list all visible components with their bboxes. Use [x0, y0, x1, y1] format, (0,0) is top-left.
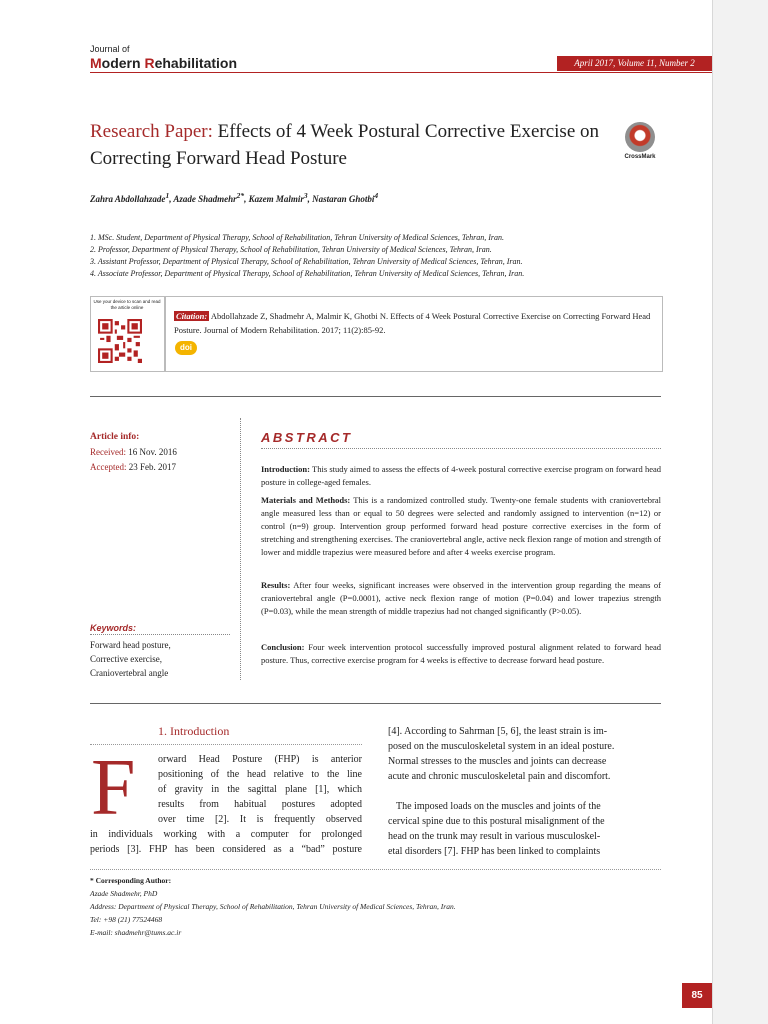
section-rule [90, 396, 661, 397]
qr-code[interactable] [98, 319, 142, 363]
intro-right-p2 [388, 799, 660, 859]
abstract-methods [261, 494, 661, 559]
intro-line: posed on the musculoskeletal system in an ideal posture. [388, 741, 615, 752]
article-info-title: Article info: [90, 432, 140, 442]
affiliation-line: 2. Professor, Department of Physical Therapy, School of Rehabilitation, Tehran University of Medical Sciences, Tehran, Iran. [90, 245, 492, 254]
abstract-section-label: Results: [261, 580, 291, 590]
introduction-heading: 1. Introduction [158, 724, 230, 738]
crossmark-badge[interactable] [620, 122, 660, 160]
abstract-section-label: Materials and Methods: [261, 495, 351, 505]
qr-caption: Use your device to scan and read the article online [93, 299, 161, 310]
paper-type-label: Research Paper: [90, 121, 213, 142]
intro-line: acute and chronic musculoskeletal pain and discomfort. [388, 771, 611, 782]
abstract-title: ABSTRACT [261, 430, 353, 445]
author-name: Nastaran Ghotbi [312, 194, 375, 204]
keyword-list [90, 638, 171, 680]
keyword: Corrective exercise, [90, 654, 162, 664]
accepted-label: Accepted: [90, 462, 127, 472]
corresponding-name: Azade Shadmehr, PhD [90, 889, 158, 898]
issue-badge: April 2017, Volume 11, Number 2 [557, 56, 712, 71]
corresponding-tel: Tel: +98 (21) 77524468 [90, 915, 163, 924]
intro-line: in individuals working with a computer for prolonged [90, 829, 362, 840]
intro-right-p1 [388, 724, 660, 784]
author-sup: 4 [374, 191, 379, 200]
keyword: Craniovertebral angle [90, 668, 169, 678]
author-name: Kazem Malmir [248, 194, 304, 204]
dropcap: F [91, 744, 136, 832]
citation [174, 309, 654, 337]
intro-line: of gravity in the sagittal plane [1], which [158, 784, 362, 795]
received-line [90, 447, 177, 457]
section-rule [90, 703, 661, 704]
received-label: Received: [90, 447, 126, 457]
abstract-section-label: Introduction: [261, 464, 310, 474]
accepted-date: 23 Feb. 2017 [128, 462, 176, 472]
corresponding-author [90, 874, 456, 939]
accepted-line [90, 462, 176, 472]
page-number: 85 [682, 983, 712, 1008]
page-edge-line [712, 0, 713, 1024]
journal-name [90, 55, 237, 71]
column-divider [240, 418, 241, 680]
affiliations [90, 232, 524, 280]
intro-line: positioning of the head relative to the line [158, 769, 362, 780]
author-sup: 3 [303, 191, 308, 200]
citation-label: Citation: [176, 311, 208, 321]
intro-line: The imposed loads on the muscles and joints of the [396, 801, 601, 812]
intro-line: results from habitual postures adopted [158, 799, 362, 810]
corresponding-title: * Corresponding Author: [90, 876, 172, 885]
corresponding-address: Address: Department of Physical Therapy, School of Rehabilitation, Tehran University of Medical Sciences, Tehran, Iran. [90, 902, 456, 911]
intro-line: cervical spine due to this postural misalignment of the [388, 816, 605, 827]
abstract-rule [261, 448, 661, 449]
intro-line: orward Head Posture (FHP) is anterior [158, 754, 362, 765]
abstract-results [261, 579, 661, 618]
corresponding-email[interactable]: E-mail: shadmehr@tums.ac.ir [90, 928, 182, 937]
affiliation-line: 4. Associate Professor, Department of Physical Therapy, School of Rehabilitation, Tehran University of Medical Sciences, Tehran, Iran. [90, 269, 525, 278]
keyword: Forward head posture, [90, 640, 171, 650]
intro-line: periods [3]. FHP has been considered as a “bad” posture [90, 844, 362, 855]
crossmark-icon [625, 122, 655, 152]
journal-initial-m: M [90, 55, 102, 71]
keywords-title: Keywords: [90, 623, 137, 633]
intro-line: over time [2]. It is frequently observed [158, 814, 362, 825]
author-sup: 2* [236, 191, 245, 200]
paper-title [90, 118, 610, 172]
journal-word-ehabilitation: ehabilitation [154, 55, 238, 71]
abstract-section-label: Conclusion: [261, 642, 305, 652]
abstract-conclusion [261, 641, 661, 667]
affiliation-line: 1. MSc. Student, Department of Physical Therapy, School of Rehabilitation, Tehran University of Medical Sciences, Tehran, Iran. [90, 233, 505, 242]
crossmark-label: CrossMark [624, 154, 656, 160]
journal-small-title: Journal of [90, 44, 130, 54]
intro-left-indented [158, 752, 362, 827]
author-name: Zahra Abdollahzade [90, 194, 166, 204]
intro-line: head on the trunk may result in various musculoskel- [388, 831, 601, 842]
affiliation-line: 3. Assistant Professor, Department of Physical Therapy, School of Rehabilitation, Tehran University of Medical Sciences, Tehran, Iran. [90, 257, 523, 266]
abstract-section-text: After four weeks, significant increases were observed in the intervention group regarding the means of craniovertebral angle (P=0.0001), active neck flexion range of motion (P=0.04) and lower trapezius strength (P=0.03), while the mean strength of middle trapezius had not changed significantly (P>0.05). [261, 580, 662, 616]
intro-left-full [90, 827, 362, 857]
received-date: 16 Nov. 2016 [128, 447, 177, 457]
intro-line: etal disorders [7]. FHP has been linked to complaints [388, 846, 601, 857]
keywords-rule [90, 634, 230, 635]
abstract-section-text: Four week intervention protocol successfully improved postural alignment related to forward head posture. Thus, corrective exercise program for 4 weeks is effective to decrease forward head posture. [261, 642, 661, 665]
header-rule [90, 72, 712, 73]
abstract-introduction [261, 463, 661, 489]
footnote-rule [90, 869, 661, 870]
author-sup: 1 [165, 191, 170, 200]
intro-line: Normal stresses to the muscles and joints can decrease [388, 756, 607, 767]
author-list: Zahra Abdollahzade$^1$, Azade Shadmehr$^{2*}$, Kazem Malmir$^3$, Nastaran Ghotbi$^4$ [90, 191, 379, 204]
abstract-section-text: This is a randomized controlled study. Twenty-one female students with craniovertebral angle measured less than or equal to 50 degrees were selected and randomly assigned to intervention (n=12) or control (n=9) group. Intervention group performed forward head posture corrective exercises in the form of stretching and strengthening exercises. The craniovertebral angle, active neck flexion range of motion and strength of lower and middle trapezius were measured before and after 4 weeks exercise program. [261, 495, 661, 557]
doi-icon[interactable]: doi [175, 341, 197, 355]
page-edge-stripe [712, 0, 768, 1024]
paper-title-text: Effects of 4 Week Postural Corrective Exercise on Correcting Forward Head Posture [90, 121, 600, 169]
intro-line: [4]. According to Sahrman [5, 6], the least strain is im- [388, 726, 608, 737]
journal-word-odern: odern [101, 55, 145, 71]
journal-initial-r: R [144, 55, 155, 71]
abstract-section-text: This study aimed to assess the effects of 4-week postural corrective exercise program on forward head posture in college-aged females. [261, 464, 661, 487]
citation-text: Abdollahzade Z, Shadmehr A, Malmir K, Ghotbi N. Effects of 4 Week Postural Corrective Exercise on Correcting Forward Head Posture. Journal of Modern Rehabilitation. 2017; 11(2):85-92. [174, 311, 651, 335]
author-name: Azade Shadmehr [173, 194, 237, 204]
